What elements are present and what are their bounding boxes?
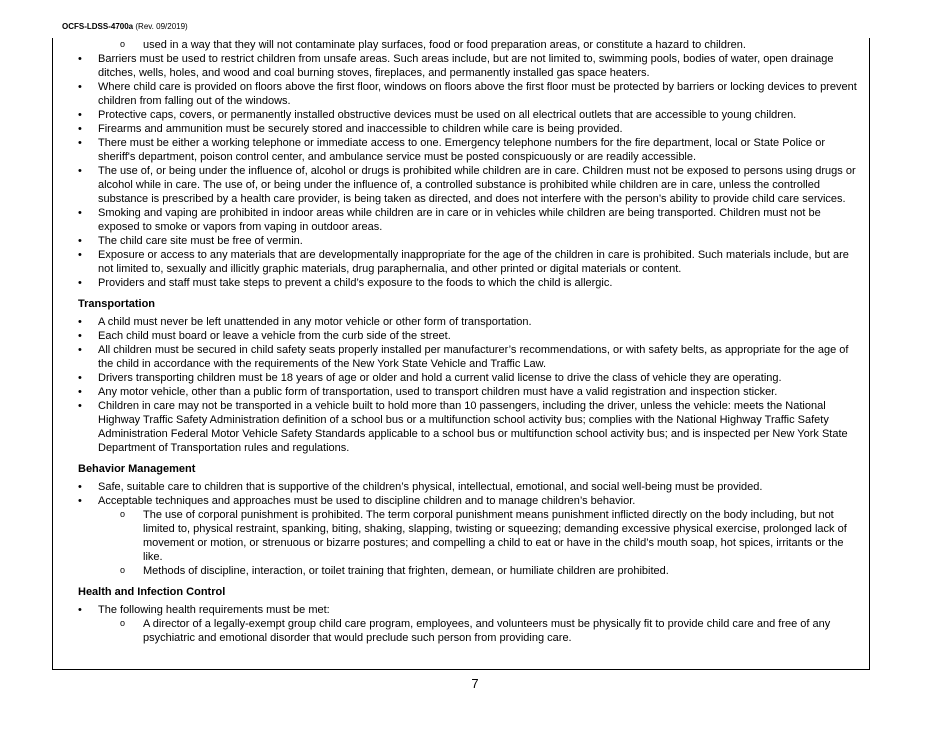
circle-bullet-icon: o [120, 618, 126, 628]
list-item-text: The following health requirements must be met: [98, 604, 330, 616]
list-item-text: The use of corporal punishment is prohibited. The term corporal punishment means punishment inflicted directly on the body including, but not limited to, physical restraint, spanking, biting, shaking, slapping, twisting or squeezing; demanding excessive physical exercise, prolonged lack of movement or motion, or strenuous or bizarre postures; and compelling a child to eat or have in the child’s mouth soap, hot spices, irritants or the like. [143, 509, 847, 563]
list-item-text: All children must be secured in child safety seats properly installed per manufacturer’s recommendations, or with safety belts, as appropriate for the age of the child in accordance with the requirements of the New York State Vehicle and Traffic Law. [98, 344, 849, 370]
list-item-text: Exposure or access to any materials that are developmentally inappropriate for the age of the children in care is prohibited. Such materials include, but are not limited to, sexually and illicitly graphic materials, drug paraphernalia, and other printed or digital materials or content. [98, 249, 849, 275]
bullet-icon: • [78, 604, 82, 616]
list-item-text: Any motor vehicle, other than a public form of transportation, used to transport children must have a valid registration and inspection sticker. [98, 386, 778, 398]
list-item-text: A director of a legally-exempt group child care program, employees, and volunteers must be physically fit to provide child care and free of any psychiatric and emotional disorder that would preclude such person from providing care. [143, 618, 831, 644]
bullet-icon: • [78, 481, 82, 493]
list-item-text: Methods of discipline, interaction, or toilet training that frighten, demean, or humiliate children are prohibited. [143, 565, 669, 577]
list-item-text: Firearms and ammunition must be securely stored and inaccessible to children while care is being provided. [98, 123, 623, 135]
list-item-text: Providers and staff must take steps to prevent a child’s exposure to the foods to which the child is allergic. [98, 277, 613, 289]
bullet-icon: • [78, 137, 82, 149]
bullet-icon: • [78, 330, 82, 342]
sub-list-item [53, 564, 871, 578]
list-item [53, 385, 871, 399]
list-item-text: A child must never be left unattended in any motor vehicle or other form of transportation. [98, 316, 532, 328]
circle-bullet-icon: o [120, 509, 126, 519]
page-content-frame [52, 38, 870, 670]
bullet-icon: • [78, 109, 82, 121]
section-heading: Health and Infection Control [78, 586, 226, 598]
list-item [53, 122, 871, 136]
list-item-text: Acceptable techniques and approaches must be used to discipline children and to manage children’s behavior. [98, 495, 636, 507]
list-item [53, 234, 871, 248]
page-body [53, 38, 871, 645]
bullet-icon: • [78, 81, 82, 93]
list-item [53, 480, 871, 494]
list-item-text: Smoking and vaping are prohibited in indoor areas while children are in care or in vehicles while children are being transported. Children must not be exposed to smoke or vapors from vaping in outdoor areas. [98, 207, 821, 233]
list-item-text: Barriers must be used to restrict children from unsafe areas. Such areas include, but are not limited to, swimming pools, bodies of water, open drainage ditches, wells, holes, and wood and coal burning stoves, fireplaces, and permanently installed gas space heaters. [98, 53, 834, 79]
list-item-text: There must be either a working telephone or immediate access to one. Emergency telephone numbers for the fire department, local or State Police or sheriff's department, poison control center, and ambulance service must be posted conspicuously or are readily accessible. [98, 137, 825, 163]
form-number: OCFS-LDSS-4700a [62, 22, 134, 31]
sub-list-item [53, 617, 871, 645]
bullet-icon: • [78, 207, 82, 219]
bullet-icon: • [78, 372, 82, 384]
list-item-text: Protective caps, covers, or permanently installed obstructive devices must be used on all electrical outlets that are accessible to young children. [98, 109, 797, 121]
bullet-icon: • [78, 316, 82, 328]
list-item-text: The use of, or being under the influence of, alcohol or drugs is prohibited while children are in care. Children must not be exposed to persons using drugs or alcohol while in care. The use of, or being under the influence of, a controlled substance is prohibited while children are in care, unless the controlled substance is prescribed by a health care provider, is being taken as directed, and does not interfere with the person’s ability to provide child care services. [98, 165, 856, 205]
list-item [53, 315, 871, 329]
list-item [53, 164, 871, 206]
sub-list-item [53, 38, 871, 52]
list-item-text: Drivers transporting children must be 18 years of age or older and hold a current valid license to drive the class of vehicle they are operating. [98, 372, 782, 384]
form-identifier [62, 22, 188, 31]
list-item [53, 371, 871, 385]
list-item-text: Each child must board or leave a vehicle from the curb side of the street. [98, 330, 451, 342]
list-item-text: Where child care is provided on floors above the first floor, windows on floors above the first floor must be protected by barriers or locking devices to prevent children from falling out of the windows. [98, 81, 857, 107]
bullet-icon: • [78, 344, 82, 356]
list-item [53, 276, 871, 290]
bullet-icon: • [78, 53, 82, 65]
list-item [53, 206, 871, 234]
circle-bullet-icon: o [120, 565, 126, 575]
circle-bullet-icon: o [120, 39, 126, 49]
list-item [53, 80, 871, 108]
list-item [53, 136, 871, 164]
bullet-icon: • [78, 249, 82, 261]
list-item [53, 248, 871, 276]
bullet-icon: • [78, 495, 82, 507]
list-item [53, 494, 871, 508]
bullet-icon: • [78, 400, 82, 412]
list-item [53, 108, 871, 122]
bullet-icon: • [78, 235, 82, 247]
list-item-text: Safe, suitable care to children that is supportive of the children’s physical, intellectual, emotional, and social well-being must be provided. [98, 481, 763, 493]
list-item-text: Children in care may not be transported in a vehicle built to hold more than 10 passengers, including the driver, unless the vehicle: meets the National Highway Traffic Safety Administration definition of a school bus or a multifunction school activity bus; complies with the National Highway Traffic Safety Administration Federal Motor Vehicle Safety Standards applicable to a school bus or multifunction school activity bus; and is inspected per New York State Department of Transportation rules and regulations. [98, 400, 848, 454]
form-revision: (Rev. 09/2019) [135, 22, 188, 31]
list-item [53, 343, 871, 371]
section-heading: Transportation [78, 298, 156, 310]
list-item-text: used in a way that they will not contaminate play surfaces, food or food preparation areas, or constitute a hazard to children. [143, 39, 746, 51]
bullet-icon: • [78, 386, 82, 398]
list-item-text: The child care site must be free of vermin. [98, 235, 303, 247]
bullet-icon: • [78, 123, 82, 135]
list-item [53, 329, 871, 343]
list-item [53, 603, 871, 617]
sub-list-item [53, 508, 871, 564]
bullet-icon: • [78, 165, 82, 177]
list-item [53, 399, 871, 455]
page-number: 7 [471, 676, 479, 691]
section-heading: Behavior Management [78, 463, 196, 475]
list-item [53, 52, 871, 80]
bullet-icon: • [78, 277, 82, 289]
